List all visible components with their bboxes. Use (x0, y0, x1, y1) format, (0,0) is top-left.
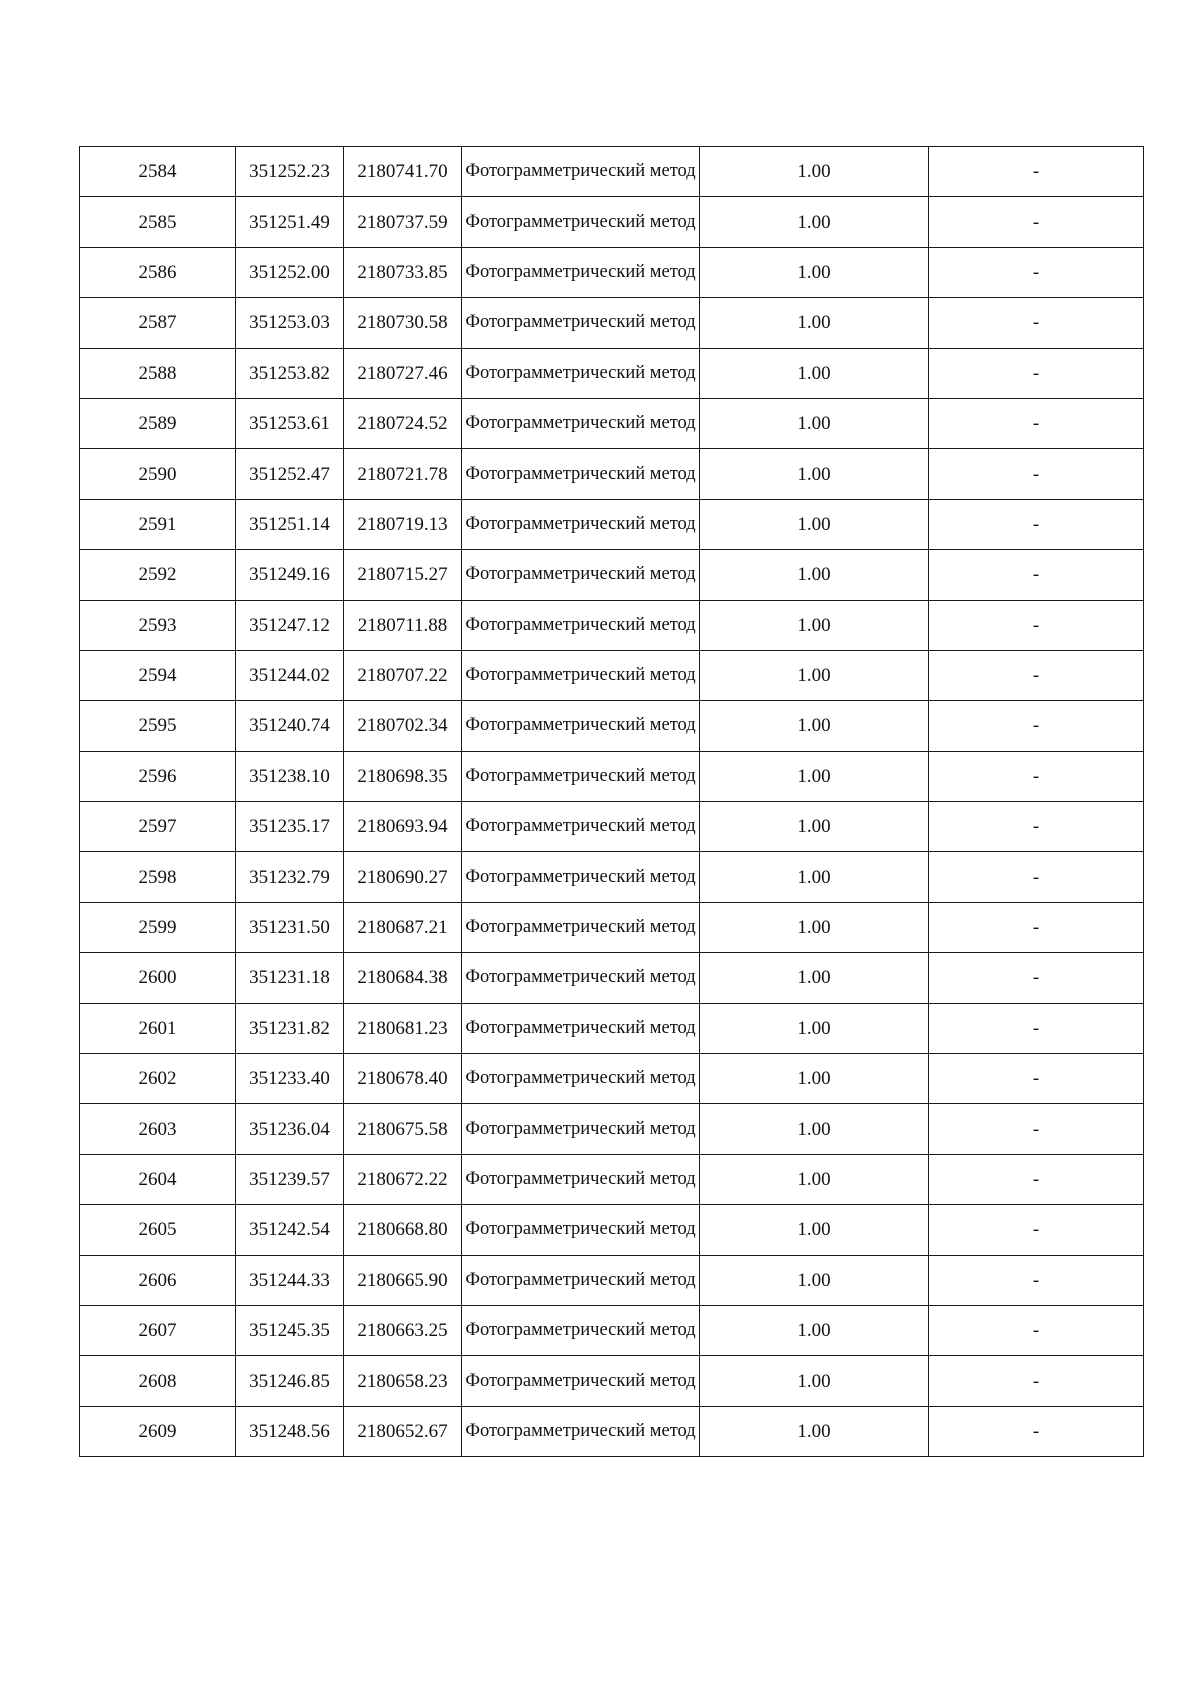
y-coordinate-cell: 2180678.40 (344, 1054, 462, 1104)
description-cell: - (929, 1305, 1144, 1355)
y-coordinate-cell: 2180658.23 (344, 1356, 462, 1406)
method-cell: Фотограмметрический метод (462, 398, 700, 448)
y-coordinate-cell: 2180727.46 (344, 348, 462, 398)
method-cell: Фотограмметрический метод (462, 1054, 700, 1104)
point-number-cell: 2599 (80, 902, 236, 952)
point-number-cell: 2603 (80, 1104, 236, 1154)
point-number-cell: 2598 (80, 852, 236, 902)
table-row (80, 802, 1144, 852)
table-row (80, 1154, 1144, 1204)
description-cell: - (929, 147, 1144, 197)
method-cell: Фотограмметрический метод (462, 600, 700, 650)
table-row (80, 1054, 1144, 1104)
table-row (80, 600, 1144, 650)
y-coordinate-cell: 2180698.35 (344, 751, 462, 801)
point-number-cell: 2592 (80, 550, 236, 600)
accuracy-cell: 1.00 (700, 1255, 929, 1305)
y-coordinate-cell: 2180707.22 (344, 650, 462, 700)
y-coordinate-cell: 2180684.38 (344, 953, 462, 1003)
method-cell: Фотограмметрический метод (462, 751, 700, 801)
x-coordinate-cell: 351244.33 (236, 1255, 344, 1305)
point-number-cell: 2605 (80, 1205, 236, 1255)
description-cell: - (929, 298, 1144, 348)
description-cell: - (929, 650, 1144, 700)
accuracy-cell: 1.00 (700, 1154, 929, 1204)
x-coordinate-cell: 351231.18 (236, 953, 344, 1003)
x-coordinate-cell: 351240.74 (236, 701, 344, 751)
y-coordinate-cell: 2180715.27 (344, 550, 462, 600)
description-cell: - (929, 1406, 1144, 1456)
y-coordinate-cell: 2180733.85 (344, 247, 462, 297)
accuracy-cell: 1.00 (700, 1305, 929, 1355)
method-cell: Фотограмметрический метод (462, 1205, 700, 1255)
method-cell: Фотограмметрический метод (462, 902, 700, 952)
method-cell: Фотограмметрический метод (462, 953, 700, 1003)
y-coordinate-cell: 2180663.25 (344, 1305, 462, 1355)
description-cell: - (929, 1205, 1144, 1255)
accuracy-cell: 1.00 (700, 902, 929, 952)
x-coordinate-cell: 351236.04 (236, 1104, 344, 1154)
method-cell: Фотограмметрический метод (462, 1154, 700, 1204)
description-cell: - (929, 449, 1144, 499)
table-row (80, 751, 1144, 801)
table-row (80, 1406, 1144, 1456)
accuracy-cell: 1.00 (700, 1406, 929, 1456)
point-number-cell: 2589 (80, 398, 236, 448)
table-row (80, 348, 1144, 398)
table-row (80, 550, 1144, 600)
table-row (80, 197, 1144, 247)
description-cell: - (929, 802, 1144, 852)
y-coordinate-cell: 2180702.34 (344, 701, 462, 751)
description-cell: - (929, 1104, 1144, 1154)
table-row (80, 1104, 1144, 1154)
table-row (80, 247, 1144, 297)
method-cell: Фотограмметрический метод (462, 650, 700, 700)
accuracy-cell: 1.00 (700, 802, 929, 852)
x-coordinate-cell: 351252.00 (236, 247, 344, 297)
table-row (80, 902, 1144, 952)
table-row (80, 449, 1144, 499)
x-coordinate-cell: 351231.82 (236, 1003, 344, 1053)
method-cell: Фотограмметрический метод (462, 449, 700, 499)
description-cell: - (929, 1054, 1144, 1104)
accuracy-cell: 1.00 (700, 1356, 929, 1406)
point-number-cell: 2588 (80, 348, 236, 398)
description-cell: - (929, 600, 1144, 650)
accuracy-cell: 1.00 (700, 1205, 929, 1255)
point-number-cell: 2586 (80, 247, 236, 297)
y-coordinate-cell: 2180724.52 (344, 398, 462, 448)
description-cell: - (929, 550, 1144, 600)
description-cell: - (929, 1255, 1144, 1305)
point-number-cell: 2590 (80, 449, 236, 499)
y-coordinate-cell: 2180719.13 (344, 499, 462, 549)
y-coordinate-cell: 2180687.21 (344, 902, 462, 952)
table-row (80, 1205, 1144, 1255)
y-coordinate-cell: 2180711.88 (344, 600, 462, 650)
x-coordinate-cell: 351231.50 (236, 902, 344, 952)
y-coordinate-cell: 2180681.23 (344, 1003, 462, 1053)
description-cell: - (929, 1003, 1144, 1053)
method-cell: Фотограмметрический метод (462, 298, 700, 348)
point-number-cell: 2584 (80, 147, 236, 197)
method-cell: Фотограмметрический метод (462, 348, 700, 398)
accuracy-cell: 1.00 (700, 650, 929, 700)
point-number-cell: 2587 (80, 298, 236, 348)
x-coordinate-cell: 351249.16 (236, 550, 344, 600)
method-cell: Фотограмметрический метод (462, 1305, 700, 1355)
y-coordinate-cell: 2180652.67 (344, 1406, 462, 1456)
table-row (80, 852, 1144, 902)
table-row (80, 701, 1144, 751)
y-coordinate-cell: 2180665.90 (344, 1255, 462, 1305)
description-cell: - (929, 247, 1144, 297)
point-number-cell: 2600 (80, 953, 236, 1003)
method-cell: Фотограмметрический метод (462, 1406, 700, 1456)
method-cell: Фотограмметрический метод (462, 1003, 700, 1053)
accuracy-cell: 1.00 (700, 1104, 929, 1154)
table-row (80, 398, 1144, 448)
x-coordinate-cell: 351245.35 (236, 1305, 344, 1355)
y-coordinate-cell: 2180672.22 (344, 1154, 462, 1204)
x-coordinate-cell: 351247.12 (236, 600, 344, 650)
method-cell: Фотограмметрический метод (462, 1356, 700, 1406)
x-coordinate-cell: 351239.57 (236, 1154, 344, 1204)
x-coordinate-cell: 351253.82 (236, 348, 344, 398)
accuracy-cell: 1.00 (700, 348, 929, 398)
accuracy-cell: 1.00 (700, 298, 929, 348)
x-coordinate-cell: 351246.85 (236, 1356, 344, 1406)
description-cell: - (929, 499, 1144, 549)
x-coordinate-cell: 351233.40 (236, 1054, 344, 1104)
y-coordinate-cell: 2180693.94 (344, 802, 462, 852)
accuracy-cell: 1.00 (700, 499, 929, 549)
method-cell: Фотограмметрический метод (462, 1255, 700, 1305)
point-number-cell: 2595 (80, 701, 236, 751)
method-cell: Фотограмметрический метод (462, 147, 700, 197)
point-number-cell: 2604 (80, 1154, 236, 1204)
point-number-cell: 2601 (80, 1003, 236, 1053)
description-cell: - (929, 701, 1144, 751)
description-cell: - (929, 348, 1144, 398)
x-coordinate-cell: 351251.49 (236, 197, 344, 247)
x-coordinate-cell: 351235.17 (236, 802, 344, 852)
accuracy-cell: 1.00 (700, 953, 929, 1003)
accuracy-cell: 1.00 (700, 701, 929, 751)
x-coordinate-cell: 351238.10 (236, 751, 344, 801)
y-coordinate-cell: 2180730.58 (344, 298, 462, 348)
method-cell: Фотограмметрический метод (462, 1104, 700, 1154)
method-cell: Фотограмметрический метод (462, 802, 700, 852)
accuracy-cell: 1.00 (700, 600, 929, 650)
coordinates-table (79, 146, 1144, 1457)
point-number-cell: 2591 (80, 499, 236, 549)
y-coordinate-cell: 2180668.80 (344, 1205, 462, 1255)
x-coordinate-cell: 351252.47 (236, 449, 344, 499)
y-coordinate-cell: 2180675.58 (344, 1104, 462, 1154)
description-cell: - (929, 1356, 1144, 1406)
method-cell: Фотограмметрический метод (462, 499, 700, 549)
method-cell: Фотограмметрический метод (462, 550, 700, 600)
method-cell: Фотограмметрический метод (462, 197, 700, 247)
accuracy-cell: 1.00 (700, 398, 929, 448)
table-row (80, 953, 1144, 1003)
description-cell: - (929, 953, 1144, 1003)
point-number-cell: 2608 (80, 1356, 236, 1406)
point-number-cell: 2602 (80, 1054, 236, 1104)
point-number-cell: 2606 (80, 1255, 236, 1305)
y-coordinate-cell: 2180741.70 (344, 147, 462, 197)
x-coordinate-cell: 351252.23 (236, 147, 344, 197)
accuracy-cell: 1.00 (700, 247, 929, 297)
description-cell: - (929, 751, 1144, 801)
x-coordinate-cell: 351251.14 (236, 499, 344, 549)
y-coordinate-cell: 2180690.27 (344, 852, 462, 902)
method-cell: Фотограмметрический метод (462, 247, 700, 297)
y-coordinate-cell: 2180721.78 (344, 449, 462, 499)
y-coordinate-cell: 2180737.59 (344, 197, 462, 247)
x-coordinate-cell: 351253.03 (236, 298, 344, 348)
description-cell: - (929, 398, 1144, 448)
accuracy-cell: 1.00 (700, 550, 929, 600)
x-coordinate-cell: 351244.02 (236, 650, 344, 700)
method-cell: Фотограмметрический метод (462, 852, 700, 902)
accuracy-cell: 1.00 (700, 1054, 929, 1104)
table-row (80, 1003, 1144, 1053)
accuracy-cell: 1.00 (700, 1003, 929, 1053)
table-row (80, 650, 1144, 700)
point-number-cell: 2597 (80, 802, 236, 852)
x-coordinate-cell: 351248.56 (236, 1406, 344, 1456)
accuracy-cell: 1.00 (700, 147, 929, 197)
table-row (80, 1255, 1144, 1305)
point-number-cell: 2607 (80, 1305, 236, 1355)
table-row (80, 1305, 1144, 1355)
accuracy-cell: 1.00 (700, 449, 929, 499)
point-number-cell: 2585 (80, 197, 236, 247)
point-number-cell: 2609 (80, 1406, 236, 1456)
accuracy-cell: 1.00 (700, 197, 929, 247)
accuracy-cell: 1.00 (700, 852, 929, 902)
table-row (80, 147, 1144, 197)
description-cell: - (929, 902, 1144, 952)
method-cell: Фотограмметрический метод (462, 701, 700, 751)
point-number-cell: 2596 (80, 751, 236, 801)
description-cell: - (929, 1154, 1144, 1204)
x-coordinate-cell: 351242.54 (236, 1205, 344, 1255)
coordinates-table-body (80, 147, 1144, 1457)
table-row (80, 499, 1144, 549)
table-row (80, 1356, 1144, 1406)
accuracy-cell: 1.00 (700, 751, 929, 801)
x-coordinate-cell: 351232.79 (236, 852, 344, 902)
point-number-cell: 2594 (80, 650, 236, 700)
table-row (80, 298, 1144, 348)
x-coordinate-cell: 351253.61 (236, 398, 344, 448)
point-number-cell: 2593 (80, 600, 236, 650)
description-cell: - (929, 197, 1144, 247)
description-cell: - (929, 852, 1144, 902)
